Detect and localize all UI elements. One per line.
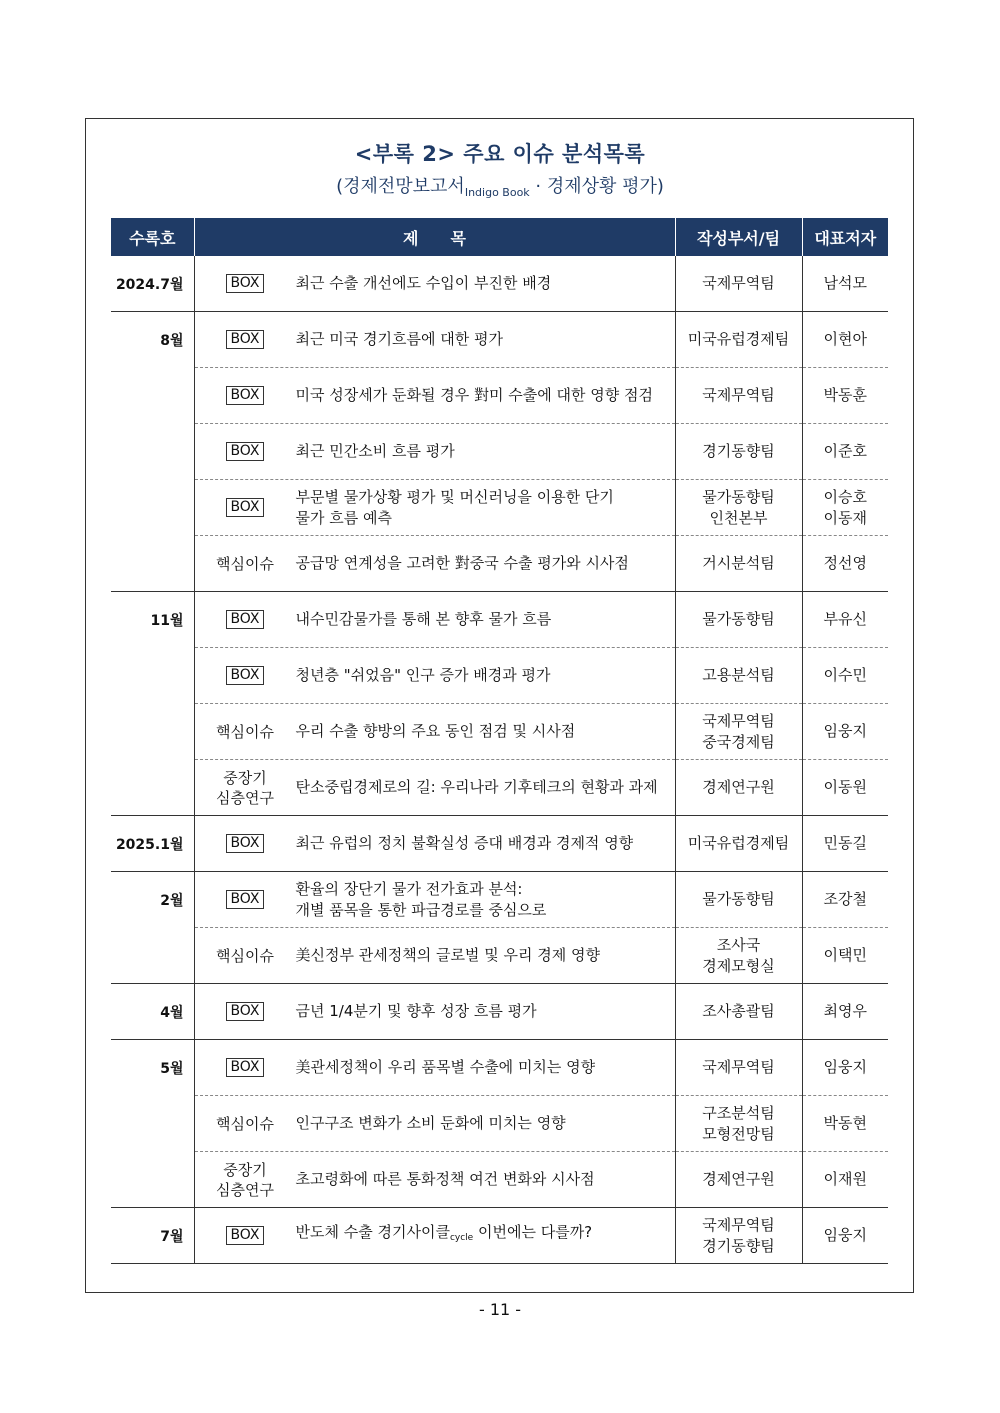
issue-no: 2월 xyxy=(111,872,194,984)
issue-title-line1: 환율의 장단기 물가 전가효과 분석: xyxy=(295,879,523,898)
dept-cell: 물가동향팀 xyxy=(675,592,802,648)
issue-no: 2025.1월 xyxy=(111,816,194,872)
author-cell: 조강철 xyxy=(802,872,888,928)
title-cell xyxy=(194,592,675,648)
tag-line1: 중장기 xyxy=(223,1160,267,1179)
issue-title: 초고령화에 따른 통화정책 여건 변화와 시사점 xyxy=(295,1170,595,1188)
author-cell: 이수민 xyxy=(802,648,888,704)
title-cell xyxy=(194,872,675,928)
title-cell xyxy=(194,1152,675,1208)
table-row xyxy=(111,1208,888,1264)
table-row xyxy=(111,872,888,928)
issue-tag xyxy=(195,1160,296,1200)
issue-title-part1: 반도체 수출 경기사이클 xyxy=(295,1223,450,1241)
author-cell: 이현아 xyxy=(802,312,888,368)
author-line1: 이승호 xyxy=(823,487,867,506)
title-cell xyxy=(194,256,675,312)
table-row xyxy=(111,480,888,536)
page-number: - 11 - xyxy=(478,1300,522,1319)
title-cell xyxy=(194,1208,675,1264)
dept-cell: 국제무역팀 xyxy=(675,1040,802,1096)
issue-title: 내수민감물가를 통해 본 향후 물가 흐름 xyxy=(295,610,552,628)
title-cell xyxy=(194,368,675,424)
table-row xyxy=(111,1152,888,1208)
issue-title: 최근 민간소비 흐름 평가 xyxy=(295,442,455,460)
author-cell: 이동원 xyxy=(802,760,888,816)
issue-tag: 핵심이슈 xyxy=(216,722,274,741)
box-tag: BOX xyxy=(226,274,263,293)
issue-title-line1: 부문별 물가상황 평가 및 머신러닝을 이용한 단기 xyxy=(295,487,614,506)
author-line2: 이동재 xyxy=(823,508,867,527)
table-row xyxy=(111,256,888,312)
issue-title: 美신정부 관세정책의 글로벌 및 우리 경제 영향 xyxy=(295,946,600,964)
dept-line1: 국제무역팀 xyxy=(702,711,775,730)
table-row xyxy=(111,648,888,704)
author-cell: 이택민 xyxy=(802,928,888,984)
issue-title: 인구구조 변화가 소비 둔화에 미치는 영향 xyxy=(295,1114,566,1132)
table-row xyxy=(111,1040,888,1096)
table-row xyxy=(111,704,888,760)
issue-tag: 핵심이슈 xyxy=(216,1114,274,1133)
dept-cell: 경제연구원 xyxy=(675,1152,802,1208)
box-tag: BOX xyxy=(226,330,263,349)
tag-line2: 심층연구 xyxy=(216,1180,274,1199)
dept-cell xyxy=(675,928,802,984)
page-title: <부록 2> 주요 이슈 분석목록 xyxy=(354,142,646,166)
dept-line2: 모형전망팀 xyxy=(702,1124,775,1143)
title-cell xyxy=(194,760,675,816)
title-cell xyxy=(194,928,675,984)
dept-cell: 고용분석팀 xyxy=(675,648,802,704)
dept-line2: 경제모형실 xyxy=(702,956,775,975)
issue-title-line2: 물가 흐름 예측 xyxy=(295,508,392,527)
issue-title: 美관세정책이 우리 품목별 수출에 미치는 영향 xyxy=(295,1058,596,1076)
table-row xyxy=(111,1096,888,1152)
author-cell: 박동현 xyxy=(802,1096,888,1152)
issue-no: 7월 xyxy=(111,1208,194,1264)
dept-cell: 미국유럽경제팀 xyxy=(675,312,802,368)
title-cell xyxy=(194,984,675,1040)
dept-line1: 물가동향팀 xyxy=(702,487,775,506)
dept-cell: 경기동향팀 xyxy=(675,424,802,480)
title-cell xyxy=(194,536,675,592)
title-cell xyxy=(194,1040,675,1096)
issue-tag xyxy=(195,768,296,808)
subtitle-open: (경제전망보고서 xyxy=(336,176,465,197)
author-cell: 이준호 xyxy=(802,424,888,480)
box-tag: BOX xyxy=(226,610,263,629)
dept-cell xyxy=(675,704,802,760)
dept-cell: 국제무역팀 xyxy=(675,256,802,312)
issue-title xyxy=(296,1222,675,1249)
table-row xyxy=(111,816,888,872)
author-cell: 이재원 xyxy=(802,1152,888,1208)
issue-list-table xyxy=(111,218,888,1264)
box-tag: BOX xyxy=(226,1058,263,1077)
title-cell xyxy=(194,816,675,872)
issue-title: 우리 수출 향방의 주요 동인 점검 및 시사점 xyxy=(295,722,576,740)
issue-title: 미국 성장세가 둔화될 경우 對미 수출에 대한 영향 점검 xyxy=(295,386,653,404)
table-row xyxy=(111,368,888,424)
issue-title xyxy=(296,487,675,529)
title-cell xyxy=(194,480,675,536)
issue-title: 금년 1/4분기 및 향후 성장 흐름 평가 xyxy=(295,1002,537,1020)
issue-title: 탄소중립경제로의 길: 우리나라 기후테크의 현황과 과제 xyxy=(295,778,658,796)
table-row xyxy=(111,760,888,816)
table-row xyxy=(111,984,888,1040)
table-header-row xyxy=(111,218,888,256)
header-dept: 작성부서/팀 xyxy=(675,218,802,256)
issue-title: 최근 미국 경기흐름에 대한 평가 xyxy=(295,330,503,348)
dept-cell xyxy=(675,480,802,536)
dept-line2: 인천본부 xyxy=(709,508,768,527)
dept-cell: 물가동향팀 xyxy=(675,872,802,928)
issue-title: 공급망 연계성을 고려한 對중국 수출 평가와 시사점 xyxy=(295,554,629,572)
table-row xyxy=(111,312,888,368)
issue-no: 4월 xyxy=(111,984,194,1040)
author-cell: 임웅지 xyxy=(802,704,888,760)
title-cell xyxy=(194,704,675,760)
box-tag: BOX xyxy=(226,386,263,405)
table-row xyxy=(111,424,888,480)
dept-line2: 경기동향팀 xyxy=(702,1236,775,1255)
header-title: 제 목 xyxy=(194,218,675,256)
issue-title-subscript: cycle xyxy=(449,1233,474,1243)
author-cell: 부유신 xyxy=(802,592,888,648)
title-cell xyxy=(194,648,675,704)
issue-no: 8월 xyxy=(111,312,194,592)
issue-title: 청년층 "쉬었음" 인구 증가 배경과 평가 xyxy=(295,666,551,684)
author-cell: 정선영 xyxy=(802,536,888,592)
author-cell: 민동길 xyxy=(802,816,888,872)
issue-no: 11월 xyxy=(111,592,194,816)
dept-cell xyxy=(675,1208,802,1264)
box-tag: BOX xyxy=(226,442,263,461)
issue-tag: 핵심이슈 xyxy=(216,554,274,573)
title-cell xyxy=(194,312,675,368)
title-cell xyxy=(194,1096,675,1152)
header-author: 대표저자 xyxy=(802,218,888,256)
dept-cell: 거시분석팀 xyxy=(675,536,802,592)
issue-title-line2: 개별 품목을 통한 파급경로를 중심으로 xyxy=(295,900,547,919)
issue-title: 최근 수출 개선에도 수입이 부진한 배경 xyxy=(295,274,552,292)
dept-cell: 미국유럽경제팀 xyxy=(675,816,802,872)
issue-title: 최근 유럽의 정치 불확실성 증대 배경과 경제적 영향 xyxy=(295,834,634,852)
author-cell xyxy=(802,480,888,536)
dept-line2: 중국경제팀 xyxy=(702,732,775,751)
dept-cell: 경제연구원 xyxy=(675,760,802,816)
dept-cell: 조사총괄팀 xyxy=(675,984,802,1040)
table-row xyxy=(111,592,888,648)
tag-line2: 심층연구 xyxy=(216,788,274,807)
box-tag: BOX xyxy=(226,834,263,853)
dept-cell xyxy=(675,1096,802,1152)
issue-no: 2024.7월 xyxy=(111,256,194,312)
dept-line1: 조사국 xyxy=(716,935,761,954)
table-row xyxy=(111,928,888,984)
table-row xyxy=(111,536,888,592)
dept-cell: 국제무역팀 xyxy=(675,368,802,424)
author-cell: 남석모 xyxy=(802,256,888,312)
author-cell: 임웅지 xyxy=(802,1208,888,1264)
subtitle-rest: · 경제상황 평가) xyxy=(529,176,664,197)
header-no: 수록호 xyxy=(111,218,194,256)
box-tag: BOX xyxy=(226,666,263,685)
author-cell: 최영우 xyxy=(802,984,888,1040)
box-tag: BOX xyxy=(226,1226,263,1245)
box-tag: BOX xyxy=(226,1002,263,1021)
box-tag: BOX xyxy=(226,890,263,909)
issue-title xyxy=(296,879,675,921)
subtitle-small: Indigo Book xyxy=(464,186,530,199)
page-subtitle xyxy=(0,172,1000,199)
box-tag: BOX xyxy=(226,498,263,517)
title-cell xyxy=(194,424,675,480)
dept-line1: 구조분석팀 xyxy=(702,1103,775,1122)
issue-title-part2: 이번에는 다를까? xyxy=(477,1223,593,1241)
issue-no: 5월 xyxy=(111,1040,194,1208)
issue-tag: 핵심이슈 xyxy=(216,946,274,965)
tag-line1: 중장기 xyxy=(223,768,267,787)
author-cell: 임웅지 xyxy=(802,1040,888,1096)
dept-line1: 국제무역팀 xyxy=(702,1215,775,1234)
author-cell: 박동훈 xyxy=(802,368,888,424)
